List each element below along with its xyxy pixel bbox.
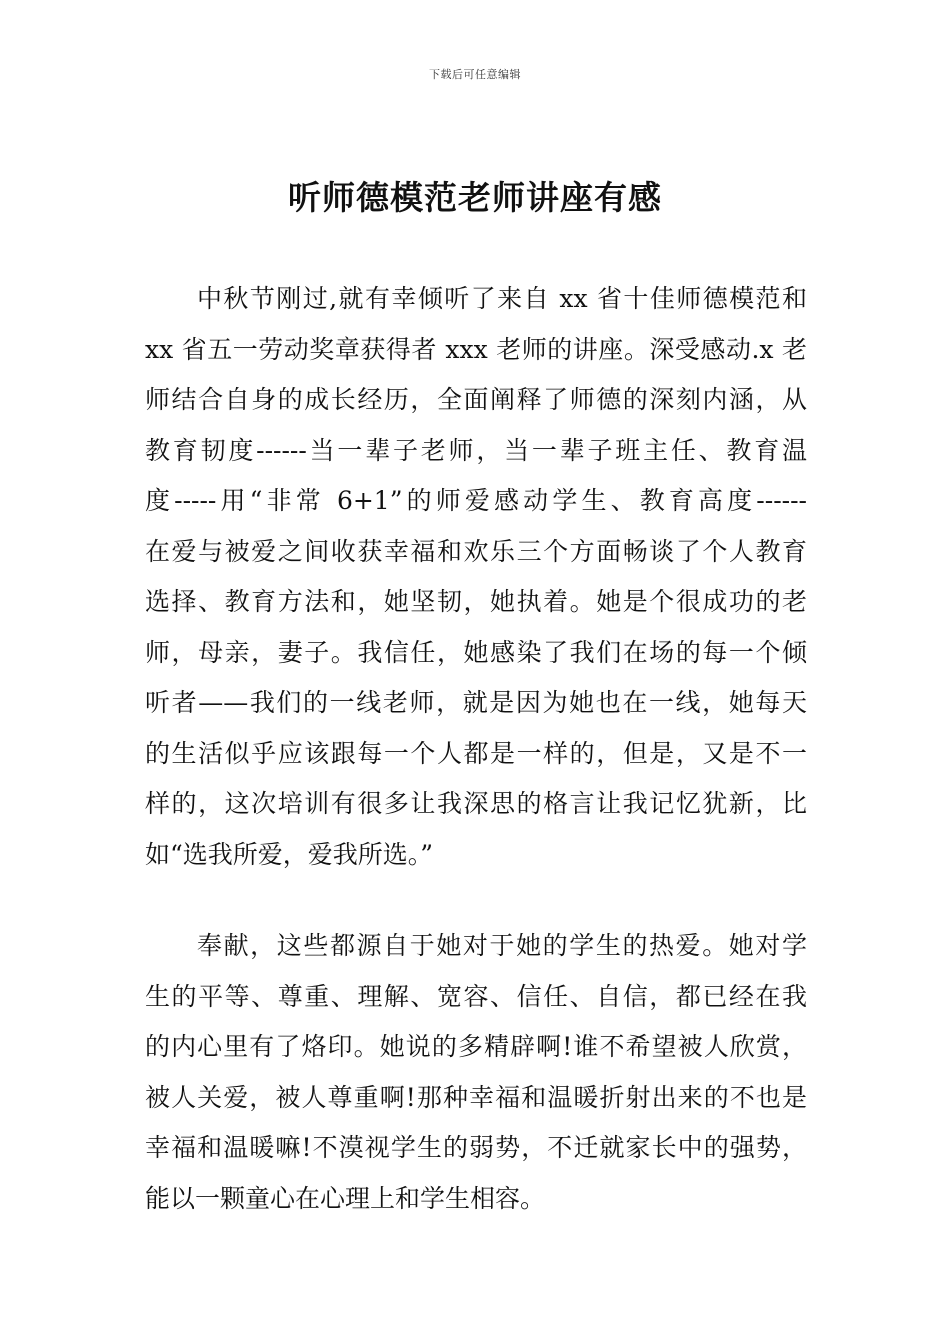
paragraph-line: xx 省五一劳动奖章获得者 xxx 老师的讲座。深受感动.x 老	[145, 334, 807, 364]
header-note: 下载后可任意编辑	[429, 68, 521, 81]
paragraph-line: 生的平等、尊重、理解、宽容、信任、自信，都已经在我	[145, 981, 807, 1011]
paragraph-line: 被人关爱，被人尊重啊!那种幸福和温暖折射出来的不也是	[145, 1082, 807, 1112]
paragraph-line: 师结合自身的成长经历，全面阐释了师德的深刻内涵，从	[145, 385, 807, 414]
paragraph-line: 中秋节刚过,就有幸倾听了来自 xx 省十佳师德模范和	[197, 284, 807, 313]
paragraph-line: 师，母亲，妻子。我信任，她感染了我们在场的每一个倾	[145, 637, 807, 667]
paragraph-line: 幸福和温暖嘛!不漠视学生的弱势，不迁就家长中的强势，	[145, 1133, 807, 1162]
paragraph-line: 听者——我们的一线老师，就是因为她也在一线，她每天	[145, 688, 807, 717]
paragraph-line: 选择、教育方法和，她坚韧，她执着。她是个很成功的老	[145, 587, 807, 616]
paragraph-line: 样的，这次培训有很多让我深思的格言让我记忆犹新，比	[145, 789, 807, 818]
paragraph-line: 能以一颗童心在心理上和学生相容。	[145, 1183, 546, 1213]
paragraph-line: 如“选我所爱，爱我所选。”	[145, 839, 434, 869]
document-title: 听师德模范老师讲座有感	[288, 178, 662, 217]
paragraph-line: 在爱与被爱之间收获幸福和欢乐三个方面畅谈了个人教育	[145, 536, 807, 566]
paragraph-2	[145, 921, 807, 1224]
paragraph-line: 的内心里有了烙印。她说的多精辟啊!谁不希望被人欣赏，	[145, 1032, 807, 1061]
paragraph-line: 的生活似乎应该跟每一个人都是一样的，但是，又是不一	[145, 738, 807, 768]
paragraph-line: 度-----用“非常 6+1”的师爱感动学生、教育高度------	[145, 486, 807, 515]
paragraph-line: 教育韧度------当一辈子老师，当一辈子班主任、教育温	[145, 435, 807, 465]
paragraph-1	[145, 274, 807, 880]
paragraph-line: 奉献，这些都源自于她对于她的学生的热爱。她对学	[197, 931, 807, 960]
